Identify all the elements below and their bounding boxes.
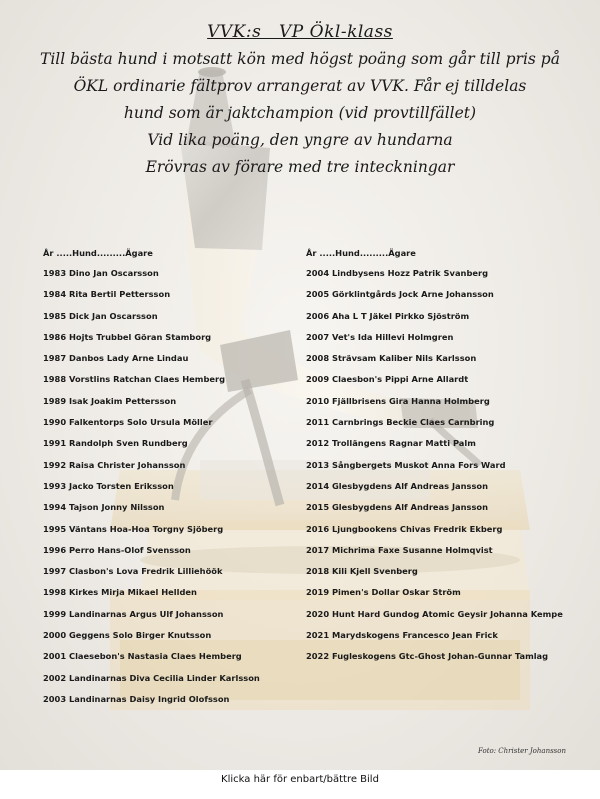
list-item: 1997 Clasbon's Lova Fredrik Lilliehöök [43,566,223,577]
winners-list-right [306,246,563,671]
list-item: 2001 Claesebon's Nastasia Claes Hemberg [43,651,242,662]
list-item: 2018 Kili Kjell Svenberg [306,566,418,577]
winners-list-left [43,246,260,713]
list-item: 1995 Väntans Hoa-Hoa Torgny Sjöberg [43,523,224,534]
description-line-3: hund som är jaktchampion (vid provtillfället) [123,104,477,122]
list-item: 2020 Hunt Hard Gundog Atomic Geysir Johanna Kempe [306,608,563,619]
list-item: 1987 Danbos Lady Arne Lindau [43,353,189,364]
description-line-4: Vid lika poäng, den yngre av hundarna [147,131,453,149]
list-item: 2016 Ljungbookens Chivas Fredrik Ekberg [306,523,503,534]
list-item: 2022 Fugleskogens Gtc-Ghost Johan-Gunnar Tamlag [306,651,549,662]
list-item: 2003 Landinarnas Daisy Ingrid Olofsson [43,693,230,704]
list-item: 1990 Falkentorps Solo Ursula Möller [43,417,213,428]
photo-credit: Foto: Christer Johansson [478,747,566,755]
list-item: 2017 Michrima Faxe Susanne Holmqvist [306,544,493,555]
description-line-2: ÖKL ordinarie fältprov arrangerat av VVK. Får ej tilldelas [73,77,527,95]
description-line-1: Till bästa hund i motsatt kön med högst poäng som går till pris på [40,50,560,68]
list-item: 2010 Fjällbrisens Gira Hanna Holmberg [306,395,490,406]
description-line-5: Erövras av förare med tre inteckningar [145,158,455,176]
column-header: År .....Hund.........Ägare [43,248,153,258]
list-item: 2009 Claesbon's Pippi Arne Allardt [306,374,469,385]
list-item: 1994 Tajson Jonny Nilsson [43,502,165,513]
list-item: 1991 Randolph Sven Rundberg [43,438,188,449]
list-item: 2019 Pimen's Dollar Oskar Ström [306,587,461,598]
list-item: 1983 Dino Jan Oscarsson [43,268,159,278]
list-item: 1993 Jacko Torsten Eriksson [43,480,174,491]
list-item: 2015 Glesbygdens Alf Andreas Jansson [306,502,489,513]
list-item: 2007 Vet's Ida Hillevi Holmgren [306,331,454,342]
list-item: 2005 Görklintgårds Jock Arne Johansson [306,289,494,300]
column-header: År .....Hund.........Ägare [306,248,416,258]
list-item: 1998 Kirkes Mirja Mikael Hellden [43,587,197,598]
list-item: 2014 Glesbygdens Alf Andreas Jansson [306,480,489,491]
list-item: 2004 Lindbysens Hozz Patrik Svanberg [306,268,489,278]
list-item: 2011 Carnbrings Beckie Claes Carnbring [306,417,495,428]
page-title: VVK:s VP Ökl-klass [207,22,393,42]
view-image-link[interactable]: Klicka här för enbart/bättre Bild [221,774,379,785]
list-item: 2012 Trollängens Ragnar Matti Palm [306,438,476,449]
list-item: 1985 Dick Jan Oscarsson [43,310,158,321]
list-item: 1984 Rita Bertil Pettersson [43,289,171,300]
list-item: 1996 Perro Hans-Olof Svensson [43,544,191,555]
list-item: 2000 Geggens Solo Birger Knutsson [43,630,212,641]
list-item: 2021 Marydskogens Francesco Jean Frick [306,630,498,641]
list-item: 2006 Aha L T Jäkel Pirkko Sjöström [306,310,470,321]
list-item: 2008 Strävsam Kaliber Nils Karlsson [306,353,477,364]
list-item: 1988 Vorstlins Ratchan Claes Hemberg [43,374,226,385]
list-item: 2013 Sångbergets Muskot Anna Fors Ward [306,459,506,470]
list-item: 1989 Isak Joakim Pettersson [43,395,177,406]
list-item: 1986 Hojts Trubbel Göran Stamborg [43,331,212,342]
list-item: 1992 Raisa Christer Johansson [43,459,186,470]
list-item: 1999 Landinarnas Argus Ulf Johansson [43,608,224,619]
list-item: 2002 Landinarnas Diva Cecilia Linder Karlsson [43,672,260,683]
